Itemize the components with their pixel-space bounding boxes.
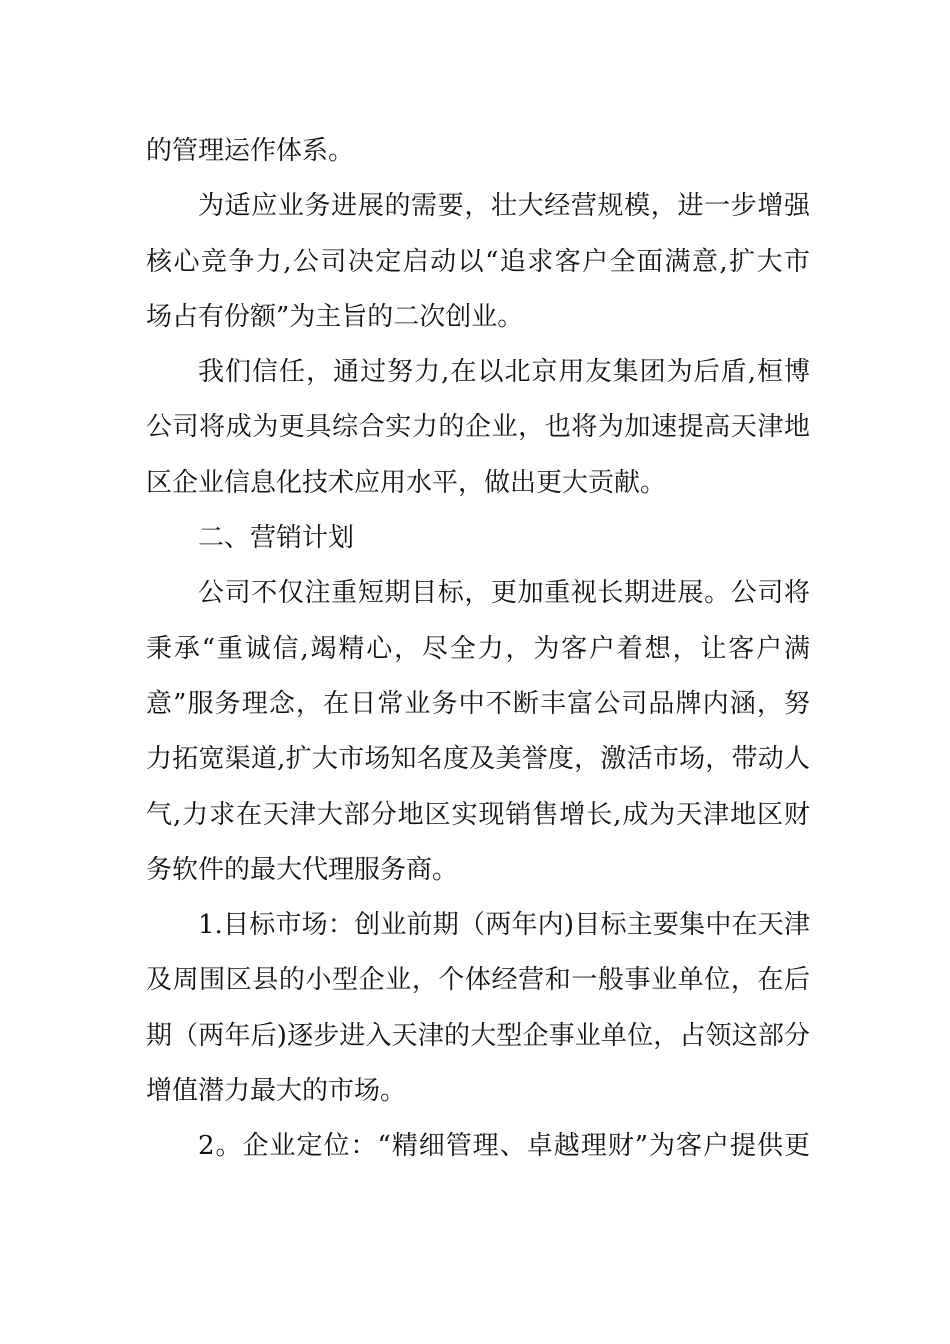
- text-line: 1.目标市场：创业前期（两年内)目标主要集中在天津: [198, 910, 810, 941]
- text-line: 公司将成为更具综合实力的企业，也将为加速提高天津地: [146, 412, 810, 443]
- text-line: 公司不仅注重短期目标，更加重视长期进展。公司将: [198, 578, 810, 609]
- text-line: 秉承“重诚信,竭精心，尽全力，为客户着想，让客户满: [146, 633, 810, 664]
- text-line: 力拓宽渠道,扩大市场知名度及美誉度，激活市场，带动人: [146, 744, 810, 775]
- text-line: 期（两年后)逐步进入天津的大型企事业单位，占领这部分: [146, 1020, 810, 1051]
- text-line: 务软件的最大代理服务商。: [146, 854, 459, 885]
- text-line: 场占有份额”为主旨的二次创业。: [146, 301, 524, 332]
- text-line: 气,力求在天津大部分地区实现销售增长,成为天津地区财: [146, 799, 810, 830]
- section-heading: 二、营销计划: [198, 523, 355, 554]
- text-line: 核心竞争力,公司决定启动以“追求客户全面满意,扩大市: [146, 246, 810, 277]
- text-line: 增值潜力最大的市场。: [146, 1076, 407, 1107]
- text-line: 意”服务理念，在日常业务中不断丰富公司品牌内涵，努: [146, 688, 810, 719]
- body-text: [146, 124, 810, 1175]
- text-line: 2。企业定位：“精细管理、卓越理财”为客户提供更: [198, 1131, 810, 1162]
- text-line: 为适应业务进展的需要，壮大经营规模，进一步增强: [198, 191, 810, 222]
- text-line: 区企业信息化技术应用水平，做出更大贡献。: [146, 467, 667, 498]
- text-line: 的管理运作体系。: [146, 136, 355, 166]
- text-line: 我们信任，通过努力,在以北京用友集团为后盾,桓博: [198, 357, 810, 388]
- text-line: 及周围区县的小型企业，个体经营和一般事业单位，在后: [146, 965, 810, 996]
